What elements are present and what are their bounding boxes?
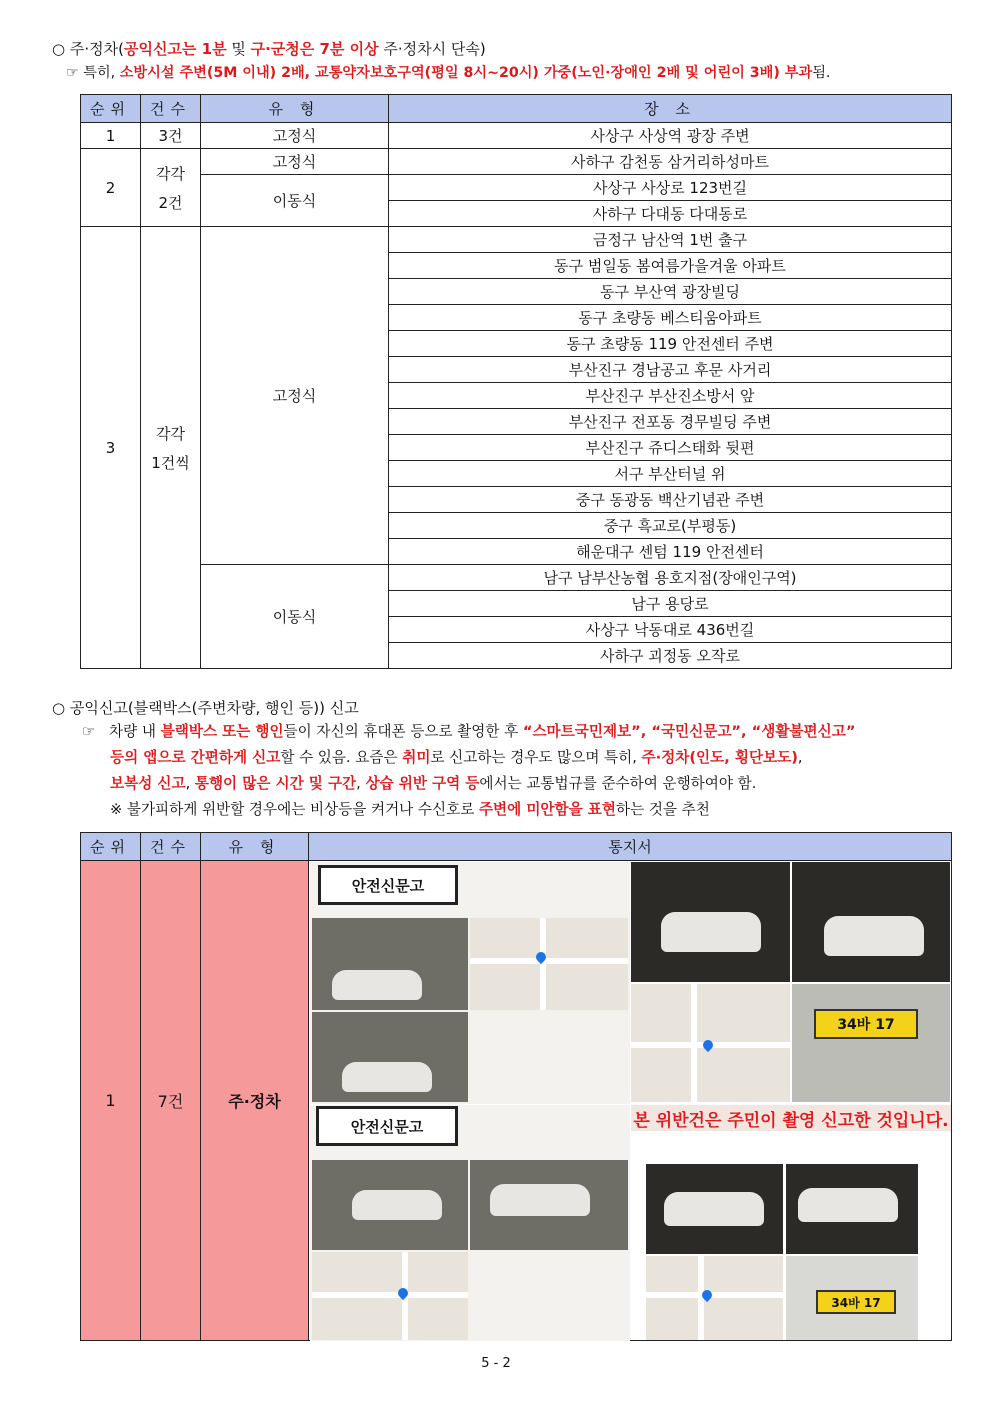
table-row: 사상구 낙동대로 436번길 [81,617,952,643]
section2-title: ○ 공익신고(블랙박스(주변차량, 행인 등)) 신고 [52,699,359,717]
section1-line2: ☞ 특히, 소방시설 주변(5M 이내) 2배, 교통약자보호구역(평일 8시~20시) 가중(노인·장애인 2배 및 어린이 3배) 부과됨. [66,65,831,81]
evidence-photo [786,1164,918,1254]
enforcement-camera-table [80,94,952,669]
table-row: 1 3건 고정식 사상구 사상역 광장 주변 [81,123,952,149]
header-rank: 순위 [81,833,141,861]
table-row: 부산진구 쥬디스태화 뒷편 [81,435,952,461]
map-pin-icon [701,1038,715,1052]
header-notice: 통지서 [309,833,952,861]
car-icon [490,1184,590,1216]
car-icon [798,1188,898,1222]
table-row: 부산진구 부산진소방서 앞 [81,383,952,409]
location-map [312,1252,468,1340]
header-count: 건수 [141,833,201,861]
table-row: 해운대구 센텀 119 안전센터 [81,539,952,565]
location-map [631,984,790,1102]
car-icon [342,1062,432,1092]
evidence-photo [312,1160,468,1250]
header-count: 건수 [141,95,201,123]
table-row: 2 각각 2건 고정식 사하구 감천동 삼거리하성마트 [81,149,952,175]
section2-p1: ☞ 차량 내 블랙박스 또는 행인들이 자신의 휴대폰 등으로 촬영한 후 “스마트국민제보”, “국민신문고”, “생활불편신고” [82,723,856,740]
table-row: 동구 범일동 봄여름가을겨울 아파트 [81,253,952,279]
location-map [470,918,628,1010]
car-icon [352,1190,442,1220]
table-row: 이동식 사상구 사상로 123번길 [81,175,952,201]
evidence-photo [312,918,468,1010]
table-row: 중구 동광동 백산기념관 주변 [81,487,952,513]
section2-note: ※ 불가피하게 위반할 경우에는 비상등을 켜거나 수신호로 주변에 미안함을 표현하는 것을 추천 [110,801,710,818]
table-row: 사하구 다대동 다대동로 [81,201,952,227]
table-row: 부산진구 전포동 경무빌딩 주변 [81,409,952,435]
report-banner: 본 위반건은 주민이 촬영 신고한 것입니다. [631,1105,951,1131]
table-row: 남구 용당로 [81,591,952,617]
car-icon [332,970,422,1000]
header-type: 유 형 [201,95,389,123]
table-row: 중구 흑교로(부평동) [81,513,952,539]
table-row: 1 7건 주·정차 [81,861,952,1341]
evidence-photo [312,1012,468,1102]
table-row: 동구 초량동 119 안전센터 주변 [81,331,952,357]
section1-line1: ○ 주·정차(공익신고는 1분 및 구·군청은 7분 이상 주·정차시 단속) [52,40,486,58]
evidence-photo [631,862,790,982]
section2-p2: 등의 앱으로 간편하게 신고할 수 있음. 요즘은 취미로 신고하는 경우도 많으며 특히, 주·정차(인도, 횡단보도), [110,749,803,766]
table-row: 이동식 남구 남부산농협 용호지점(장애인구역) [81,565,952,591]
evidence-photo [646,1164,783,1254]
table-row: 동구 부산역 광장빌딩 [81,279,952,305]
section2-p3: 보복성 신고, 통행이 많은 시간 및 구간, 상습 위반 구역 등에서는 교통법규를 준수하여 운행하여야 함. [110,775,757,792]
table-row: 부산진구 경남공고 후문 사거리 [81,357,952,383]
page-number: 5 - 2 [481,1356,511,1371]
report-label-1: 안전신문고 [318,865,458,905]
table-row: 사하구 괴정동 오작로 [81,643,952,669]
car-icon [664,1192,764,1226]
license-plate-photo [792,984,950,1102]
license-plate-2: 34바 17 [816,1290,896,1314]
table-row: 3 각각 1건씩 고정식 금정구 남산역 1번 출구 [81,227,952,253]
license-plate-1: 34바 17 [814,1009,918,1039]
evidence-photo [470,1160,628,1250]
car-icon [824,916,924,956]
evidence-photo [792,862,950,982]
table-row: 동구 초량동 베스티움아파트 [81,305,952,331]
table-row: 서구 부산터널 위 [81,461,952,487]
car-icon [661,912,761,952]
report-label-2: 안전신문고 [316,1106,458,1146]
header-rank: 순위 [81,95,141,123]
header-type: 유 형 [201,833,309,861]
header-place: 장 소 [389,95,952,123]
location-map [646,1256,783,1340]
